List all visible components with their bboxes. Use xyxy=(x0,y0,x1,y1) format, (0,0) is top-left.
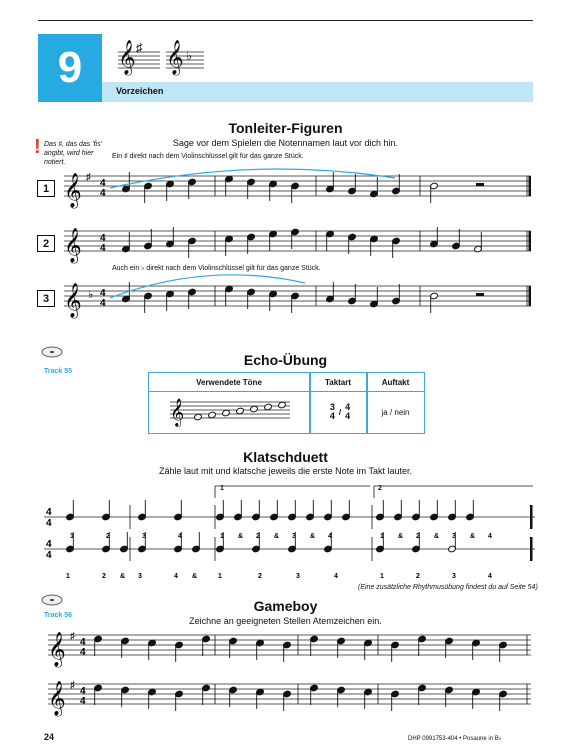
key-sharp-icon: ♯ xyxy=(70,680,75,691)
upbeat-cell[interactable]: ja / nein xyxy=(381,407,410,417)
hint-row1: Ein ♯ direkt nach dem Violinschlüssel gilt für das ganze Stück. xyxy=(112,153,304,160)
final-barline xyxy=(529,231,532,251)
row-number: 2 xyxy=(37,235,55,252)
time-sig: 4 xyxy=(100,288,106,299)
final-barline xyxy=(529,176,532,196)
count-label: 4 xyxy=(178,533,182,540)
count-label: 1 xyxy=(218,573,222,580)
rest xyxy=(476,183,484,186)
time-sig: 4 xyxy=(80,647,86,658)
row-number: 3 xyxy=(37,290,55,307)
treble-clef-icon: 𝄞 xyxy=(170,398,185,426)
treble-clef-icon: 𝄞 xyxy=(64,228,82,263)
volta-2: 2 xyxy=(378,485,382,492)
key-sharp-icon: ♯ xyxy=(70,631,75,642)
section-title-gameboy: Gameboy xyxy=(253,598,318,614)
count-label: 4 xyxy=(174,573,178,580)
final-barline xyxy=(530,505,533,529)
final-barline xyxy=(529,286,532,306)
count-label: 1 xyxy=(380,533,384,540)
col-header-upbeat: Auftakt xyxy=(367,373,424,392)
treble-clef-icon: 𝄞 xyxy=(118,40,136,75)
section-subtitle-gameboy: Zeichne an geeigneten Stellen Atemzeichen ein. xyxy=(189,616,382,626)
meter-cell: 3 4 / 4 4 xyxy=(329,402,351,421)
track-label: Track 56 xyxy=(44,612,73,619)
band-label: Vorzeichen xyxy=(116,86,164,96)
row-number: 1 xyxy=(37,180,55,197)
echo-table xyxy=(148,372,425,434)
volta-1: 1 xyxy=(220,485,224,492)
final-barline xyxy=(530,537,533,561)
time-sig: 4 xyxy=(100,188,106,199)
warning-icon: ! xyxy=(34,136,41,158)
count-label: & xyxy=(434,533,440,540)
count-label: 2 xyxy=(106,533,110,540)
count-label: 1 xyxy=(220,533,224,540)
key-sharp-icon: ♯ xyxy=(86,172,91,183)
count-label: & xyxy=(120,573,126,580)
count-label: 4 xyxy=(334,573,338,580)
hint-arrow xyxy=(110,169,395,188)
time-sig: 4 xyxy=(80,686,86,697)
time-sig: 4 xyxy=(80,637,86,648)
sharp-icon: ♯ xyxy=(136,40,143,55)
col-header-meter: Taktart xyxy=(310,373,367,392)
time-sig: 4 xyxy=(46,518,52,529)
count-label: 2 xyxy=(416,533,420,540)
section-title-echo: Echo-Übung xyxy=(243,352,328,368)
hint-row3: Auch ein ♭ direkt nach dem Violinschlüssel gilt für das ganze Stück. xyxy=(112,265,321,272)
count-label: & xyxy=(274,533,280,540)
time-sig: 4 xyxy=(100,298,106,309)
side-note: Das ♯, das das 'fis' angibt, wird hier notiert. xyxy=(44,141,102,166)
treble-clef-icon: 𝄞 xyxy=(48,681,66,716)
time-sig: 4 xyxy=(46,507,52,518)
count-label: & xyxy=(310,533,316,540)
count-label: 1 xyxy=(380,573,384,580)
count-label: 1 xyxy=(70,533,74,540)
time-sig: 4 xyxy=(80,696,86,707)
count-label: & xyxy=(398,533,404,540)
count-label: & xyxy=(238,533,244,540)
section-subtitle-tonleiter: Sage vor dem Spielen die Notennamen laut vor dich hin. xyxy=(172,138,399,148)
count-label: 2 xyxy=(102,573,106,580)
time-sig: 4 xyxy=(100,243,106,254)
count-label: 3 xyxy=(296,573,300,580)
time-sig: 4 xyxy=(46,550,52,561)
divider xyxy=(309,373,311,433)
count-label: 3 xyxy=(452,573,456,580)
treble-clef-icon: 𝄞 xyxy=(166,40,184,75)
section-title-klatsch: Klatschduett xyxy=(243,449,328,465)
count-label: 4 xyxy=(328,533,332,540)
count-label: 3 xyxy=(452,533,456,540)
count-label: 4 xyxy=(488,533,492,540)
count-label: 1 xyxy=(66,573,70,580)
count-label: 2 xyxy=(416,573,420,580)
time-sig: 4 xyxy=(100,178,106,189)
flat-icon: ♭ xyxy=(186,48,193,63)
count-label: & xyxy=(470,533,476,540)
track-label: Track 55 xyxy=(44,368,73,375)
time-sig: 4 xyxy=(100,233,106,244)
count-label: 4 xyxy=(488,573,492,580)
page-number: 24 xyxy=(44,732,55,742)
time-sig: 4 xyxy=(46,539,52,550)
treble-clef-icon: 𝄞 xyxy=(64,173,82,208)
col-header-tones: Verwendete Töne xyxy=(149,373,310,392)
footnote: (Eine zusätzliche Rhythmusübung findest du auf Seite 54) xyxy=(358,584,538,591)
section-subtitle-klatsch: Zähle laut mit und klatsche jeweils die erste Note im Takt lauter. xyxy=(159,466,412,476)
key-flat-icon: ♭ xyxy=(88,289,94,301)
count-label: 2 xyxy=(256,533,260,540)
treble-clef-icon: 𝄞 xyxy=(48,632,66,667)
count-label: 2 xyxy=(258,573,262,580)
count-label: 3 xyxy=(138,573,142,580)
section-title-tonleiter: Tonleiter-Figuren xyxy=(228,120,343,136)
count-label: & xyxy=(192,573,198,580)
treble-clef-icon: 𝄞 xyxy=(64,283,82,318)
lesson-number: 9 xyxy=(38,34,102,102)
count-label: 3 xyxy=(292,533,296,540)
rest xyxy=(476,293,484,296)
count-label: 3 xyxy=(142,533,146,540)
footer-code: DHP 0991753-404 • Posaune in B♭ xyxy=(408,736,502,742)
